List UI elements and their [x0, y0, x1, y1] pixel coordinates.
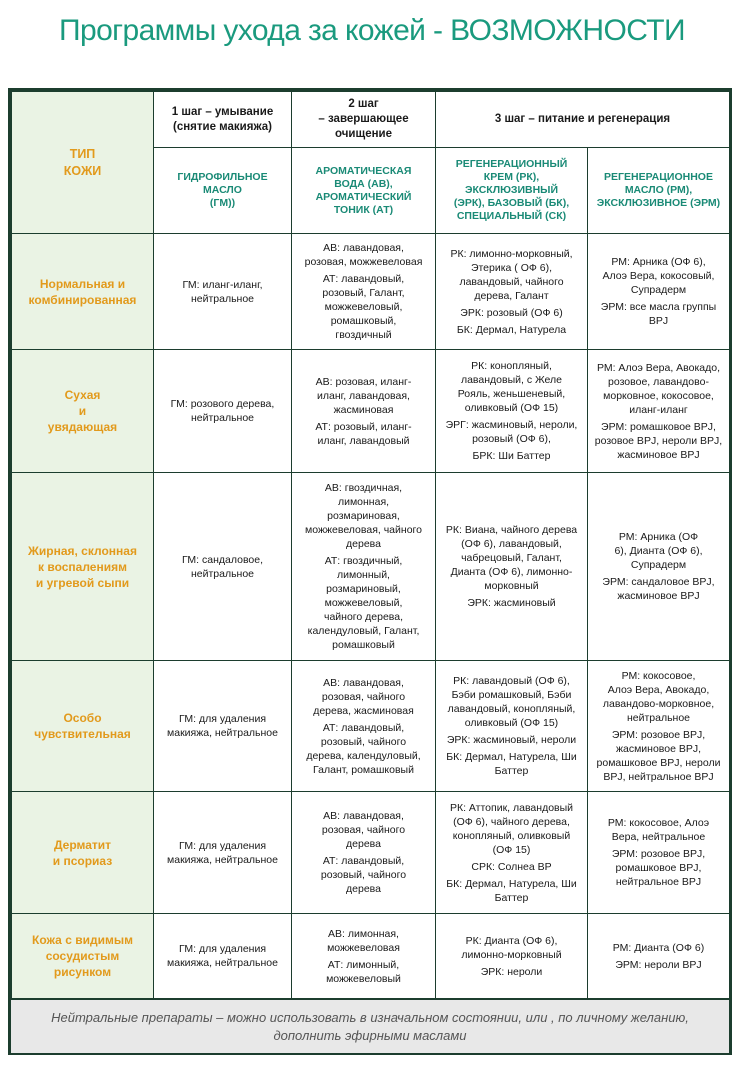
skin-type-line: и угревой сыпи [35, 575, 130, 590]
product-line: Алоэ Вера, кокосовый, [602, 270, 715, 282]
product-line: (ОФ 15) [492, 843, 531, 856]
product-line: РК: лавандовый (ОФ 6), [453, 675, 570, 687]
product-cell-c3 [436, 473, 588, 661]
product-paragraph [295, 272, 432, 342]
product-line: жасминовое BPJ [617, 448, 700, 461]
product-line: РМ: кокосовое, Алоэ [607, 817, 710, 829]
product-line: РК: конопляный, [471, 360, 552, 372]
step1-header-line: (снятие макияжа) [173, 120, 272, 133]
skin-type-line: Кожа с видимым [32, 933, 133, 947]
product-line: дерева [346, 838, 381, 850]
product-cell-c3 [436, 792, 588, 914]
table-row [12, 473, 730, 661]
subheader-aromatic-water [292, 148, 436, 234]
product-line: БК: Дермал, Натурела, Ши [446, 877, 577, 890]
product-line: можжевеловая, чайного [305, 524, 422, 536]
product-line: ЭРК: нероли [480, 965, 543, 978]
product-line: РМ: Арника (ОФ [618, 531, 699, 543]
product-line: СРК: Солнеа BP [471, 860, 552, 873]
product-paragraph [439, 860, 584, 874]
subheader-line: ЭКСКЛЮЗИВНОЕ (ЭРМ) [596, 197, 721, 209]
product-line: Галант, ромашковый [313, 763, 414, 776]
product-cell-c4 [588, 473, 730, 661]
product-line: ГМ: иланг-иланг, [182, 278, 263, 291]
step2-header-line: – завершающее [318, 113, 409, 125]
product-cell-c2 [292, 234, 436, 350]
product-line: ЭРМ: розовое BPJ, [611, 848, 706, 860]
product-paragraph [157, 839, 288, 867]
product-line: иланг-иланг [629, 403, 688, 416]
product-line: морковный [484, 580, 539, 592]
type-header-line: ТИП [69, 146, 96, 161]
product-line: РМ: Дианта (ОФ 6) [612, 941, 705, 954]
product-paragraph [157, 942, 288, 970]
product-line: иланг, лавандовая, [317, 389, 410, 402]
product-line: лимонно-морковный [461, 948, 562, 961]
product-line: жасминовое BPJ [617, 590, 700, 602]
product-paragraph [157, 397, 288, 425]
skin-type-line: комбинированная [28, 292, 137, 307]
product-line: лимонный, [337, 569, 390, 581]
product-line: ЭРМ: ромашковое BPJ, [601, 420, 716, 433]
product-paragraph [591, 816, 726, 844]
skin-type-cell [12, 792, 154, 914]
product-paragraph [157, 712, 288, 740]
type-header-cell [12, 92, 154, 234]
product-line: BPJ [648, 315, 669, 327]
product-line: Дианта (ОФ 6), лимонно- [450, 566, 573, 578]
product-line: можжевеловый [326, 972, 401, 985]
product-line: ГМ: для удаления [178, 943, 267, 955]
subheader-line: РЕГЕНЕРАЦИОННОЕ [604, 171, 713, 183]
product-line: ЭРК: жасминовый [467, 597, 556, 609]
table-row [12, 792, 730, 914]
product-paragraph [439, 733, 584, 747]
skin-type-line: Дерматит [53, 837, 112, 852]
step2-header-line: 2 шаг [348, 98, 379, 110]
product-paragraph [591, 300, 726, 328]
product-line: Бэби ромашковый, Бэби [451, 689, 572, 701]
product-line: АВ: лавандовая, [323, 676, 404, 689]
product-line: макияжа, нейтральное [167, 957, 278, 969]
product-cell-c1 [154, 792, 292, 914]
product-line: РМ: Арника (ОФ 6), [611, 256, 706, 268]
product-line: розовый, чайного [320, 735, 407, 748]
product-paragraph [295, 241, 432, 269]
product-line: АТ: лавандовый, [322, 273, 405, 285]
product-line: РК: Виана, чайного дерева [445, 524, 578, 536]
product-line: розовый (ОФ 6), [472, 433, 551, 445]
subheader-line: ВОДА (АВ), [334, 177, 393, 190]
product-line: лавандовый, с Желе [460, 374, 563, 386]
skin-type-cell [12, 473, 154, 661]
product-line: РК: Дианта (ОФ 6), [465, 934, 558, 947]
product-line: Баттер [494, 891, 529, 904]
subheader-line: КРЕМ (РК), [483, 171, 540, 183]
product-cell-c2 [292, 473, 436, 661]
product-line: розовый, Галант, [322, 287, 405, 299]
product-line: розовая, чайного [321, 824, 406, 836]
subheader-line: МАСЛО [203, 184, 242, 196]
product-line: ромашковый [332, 639, 395, 651]
product-line: ЭРГ: жасминовый, нероли, [445, 419, 578, 431]
product-paragraph [591, 255, 726, 297]
product-line: дерева, календуловый, [306, 749, 421, 762]
product-paragraph [439, 750, 584, 778]
product-line: ЭРМ: сандаловое BPJ, [602, 576, 715, 588]
product-line: нейтральное BPJ [615, 876, 702, 888]
product-cell-c4 [588, 661, 730, 792]
product-paragraph [591, 361, 726, 417]
product-line: ЭРМ: нероли BPJ [615, 958, 702, 971]
product-line: оливковый (ОФ 15) [464, 717, 559, 729]
product-line: 6), Дианта (ОФ 6), [614, 545, 703, 557]
product-cell-c4 [588, 792, 730, 914]
product-line: нейтральное [190, 292, 255, 305]
product-paragraph [295, 958, 432, 986]
skin-type-line: чувствительная [34, 727, 131, 741]
subheader-line: ЭКСКЛЮЗИВНЫЙ [464, 184, 559, 196]
skin-type-line: увядающая [47, 420, 118, 434]
product-paragraph [295, 481, 432, 551]
product-line: АВ: лавандовая, [323, 810, 404, 822]
skin-type-line: Особо [63, 711, 102, 725]
product-line: чабрецовый, Галант, [461, 552, 562, 564]
product-line: дерева, Галант [474, 289, 549, 302]
product-cell-c4 [588, 234, 730, 350]
product-line: БК: Дермал, Натурела [456, 323, 567, 336]
skin-type-line: рисунком [53, 965, 112, 979]
type-header-line: КОЖИ [63, 163, 102, 178]
skin-care-table-frame [8, 88, 732, 1055]
table-row [12, 350, 730, 473]
product-line: (ОФ 6), чайного дерева, [453, 815, 570, 828]
skin-type-line: Сухая [64, 388, 101, 402]
subheader-line: ГИДРОФИЛЬНОЕ [177, 171, 268, 183]
skin-type-line: сосудистым [45, 949, 120, 963]
product-line: ЭРК: жасминовый, нероли [446, 734, 577, 746]
subheader-regen-cream [436, 148, 588, 234]
header-row [12, 92, 730, 148]
table-row [12, 661, 730, 792]
product-line: можжевеловый, [324, 597, 403, 609]
product-paragraph [591, 575, 726, 603]
product-cell-c2 [292, 792, 436, 914]
product-cell-c1 [154, 473, 292, 661]
product-paragraph [439, 323, 584, 337]
product-line: АВ: розовая, иланг- [315, 375, 412, 388]
product-line: календуловый, Галант, [307, 625, 420, 637]
product-line: РК: лимонно-морковный, [450, 247, 573, 260]
product-line: гвоздичный [335, 329, 392, 341]
product-cell-c3 [436, 661, 588, 792]
product-paragraph [295, 676, 432, 718]
skin-type-line: к воспалениям [38, 559, 127, 574]
product-paragraph [439, 596, 584, 610]
product-paragraph [591, 958, 726, 972]
product-paragraph [295, 854, 432, 896]
product-paragraph [295, 554, 432, 652]
product-line: жасминовая [333, 403, 394, 416]
product-paragraph [439, 359, 584, 415]
skin-type-cell [12, 350, 154, 473]
product-line: розмариновая, [327, 510, 400, 522]
product-line: чайного дерева, [323, 611, 404, 623]
subheader-line: ТОНИК (АТ) [333, 203, 394, 216]
product-line: можжевеловый, [324, 301, 403, 313]
product-line: жасминовое BPJ, [615, 742, 702, 755]
product-line: ЭРМ: все масла группы [600, 301, 717, 313]
subheader-line: АРОМАТИЧЕСКАЯ [315, 164, 412, 177]
product-paragraph [591, 420, 726, 462]
subheader-line: (ГМ)) [209, 197, 236, 209]
product-line: Супрадерм [630, 559, 687, 571]
subheader-line: АРОМАТИЧЕСКИЙ [315, 190, 412, 203]
subheader-line: МАСЛО (РМ), [624, 184, 693, 196]
product-line: розмариновый, [326, 583, 401, 595]
step2-header [292, 92, 436, 148]
product-cell-c3 [436, 914, 588, 999]
product-line: розовая, чайного [321, 690, 406, 703]
product-paragraph [439, 418, 584, 446]
product-line: РМ: кокосовое, [621, 669, 696, 682]
product-line: Этерика ( ОФ 6), [470, 261, 553, 274]
product-paragraph [295, 809, 432, 851]
product-paragraph [439, 247, 584, 303]
skin-type-line: Жирная, склонная [28, 543, 137, 558]
product-cell-c3 [436, 234, 588, 350]
product-line: дерева [346, 883, 381, 895]
subheader-line: СПЕЦИАЛЬНЫЙ (СК) [456, 210, 567, 222]
step1-header [154, 92, 292, 148]
product-paragraph [591, 941, 726, 955]
product-line: макияжа, нейтральное [167, 727, 278, 739]
product-paragraph [439, 877, 584, 905]
product-paragraph [439, 934, 584, 962]
subheader-regen-oil [588, 148, 730, 234]
product-line: АВ: гвоздичная, [324, 482, 403, 494]
product-line: розовая, можжевеловая [304, 256, 423, 268]
product-line: ЭРК: розовый (ОФ 6) [460, 306, 563, 319]
footer-line: Нейтральные препараты – можно использовать в изначальном состоянии, или , по личному желанию, [51, 1009, 689, 1025]
product-line: АВ: лавандовая, [323, 242, 404, 254]
product-paragraph [439, 306, 584, 320]
product-line: ЭРМ: розовое BPJ, [611, 728, 706, 741]
product-line: АТ: розовый, иланг- [315, 420, 412, 433]
product-cell-c1 [154, 234, 292, 350]
product-line: ромашковый, [330, 315, 397, 327]
product-paragraph [591, 669, 726, 725]
skin-care-table [11, 91, 730, 999]
product-line: (ОФ 6), лавандовый, [461, 538, 562, 550]
product-line: Алоэ Вера, Авокадо, [607, 683, 710, 696]
skin-type-line: и псориаз [52, 853, 113, 868]
product-line: лавандово-морковное, [602, 697, 715, 710]
product-paragraph [439, 965, 584, 979]
table-row [12, 914, 730, 999]
footer-line: дополнить эфирными маслами [273, 1027, 467, 1043]
product-cell-c2 [292, 661, 436, 792]
product-paragraph [439, 523, 584, 593]
product-line: Вера, нейтральное [611, 831, 706, 843]
step1-header-line: 1 шаг – умывание [171, 105, 274, 118]
product-line: АТ: лавандовый, [322, 855, 405, 867]
product-line: розовое, лавандово- [608, 375, 709, 388]
product-cell-c4 [588, 350, 730, 473]
subheader-line: (ЭРК), БАЗОВЫЙ (БК), [453, 197, 570, 209]
product-paragraph [439, 674, 584, 730]
product-line: АВ: лимонная, [328, 927, 399, 940]
product-line: нейтральное [626, 711, 691, 724]
skin-type-line: Нормальная и [39, 276, 126, 291]
product-cell-c3 [436, 350, 588, 473]
product-line: дерева, жасминовая [313, 704, 414, 717]
step2-header-line: очищение [335, 128, 392, 140]
product-paragraph [157, 553, 288, 581]
product-line: Баттер [494, 765, 529, 777]
skin-type-cell [12, 661, 154, 792]
product-line: дерева [346, 538, 381, 550]
product-line: розовый, чайного [320, 869, 407, 881]
product-line: АТ: лимонный, [327, 958, 400, 971]
product-line: конопляный, оливковый [452, 829, 571, 842]
product-paragraph [295, 420, 432, 448]
product-line: оливковый (ОФ 15) [464, 402, 559, 414]
product-cell-c1 [154, 661, 292, 792]
product-line: иланг, лавандовый [317, 434, 410, 447]
step3-header-line: 3 шаг – питание и регенерация [494, 113, 671, 125]
product-paragraph [295, 927, 432, 955]
subheader-hydrophilic-oil [154, 148, 292, 234]
product-line: можжевеловая [327, 941, 400, 954]
product-line: макияжа, нейтральное [167, 853, 278, 866]
product-line: нейтральное [190, 412, 255, 424]
table-row [12, 234, 730, 350]
product-line: BPJ, нейтральное BPJ [603, 770, 714, 783]
product-paragraph [591, 728, 726, 784]
product-cell-c2 [292, 914, 436, 999]
step3-header [436, 92, 730, 148]
product-paragraph [591, 530, 726, 572]
product-line: АТ: гвоздичный, [324, 555, 403, 567]
product-line: лавандовый, конопляный, [447, 703, 576, 715]
product-paragraph [439, 801, 584, 857]
product-line: розовое BPJ, нероли BPJ, [594, 434, 723, 447]
product-line: Супрадерм [630, 284, 687, 296]
product-line: РК: Аттопик, лавандовый [449, 801, 574, 814]
skin-type-line: и [78, 404, 87, 418]
product-line: Рояль, женьшеневый, [457, 388, 566, 400]
product-line: ромашковое BPJ, нероли [596, 756, 721, 769]
product-line: лавандовый, чайного [459, 275, 564, 288]
product-line: нейтральное [190, 567, 255, 580]
skin-type-cell [12, 914, 154, 999]
product-line: ромашковое BPJ, [615, 862, 702, 874]
product-paragraph [591, 847, 726, 889]
product-line: АТ: лавандовый, [322, 721, 405, 734]
product-line: морковное, кокосовое, [603, 389, 714, 402]
product-paragraph [295, 721, 432, 777]
subheader-line: РЕГЕНЕРАЦИОННЫЙ [455, 158, 568, 170]
product-line: ГМ: для удаления [178, 839, 267, 852]
product-paragraph [439, 449, 584, 463]
product-cell-c2 [292, 350, 436, 473]
product-paragraph [157, 278, 288, 306]
product-line: ГМ: розового дерева, [170, 398, 275, 410]
product-line: РМ: Алоэ Вера, Авокадо, [596, 361, 721, 374]
product-line: лимонная, [337, 496, 390, 508]
product-line: ГМ: для удаления [178, 713, 267, 725]
product-line: БРК: Ши Баттер [472, 450, 551, 462]
product-cell-c1 [154, 914, 292, 999]
product-cell-c1 [154, 350, 292, 473]
page-title: Программы ухода за кожей - ВОЗМОЖНОСТИ [59, 14, 685, 47]
product-line: БК: Дермал, Натурела, Ши [446, 751, 577, 763]
skin-type-cell [12, 234, 154, 350]
footer-note [11, 999, 729, 1053]
product-cell-c4 [588, 914, 730, 999]
product-line: ГМ: сандаловое, [181, 553, 264, 566]
product-paragraph [295, 375, 432, 417]
